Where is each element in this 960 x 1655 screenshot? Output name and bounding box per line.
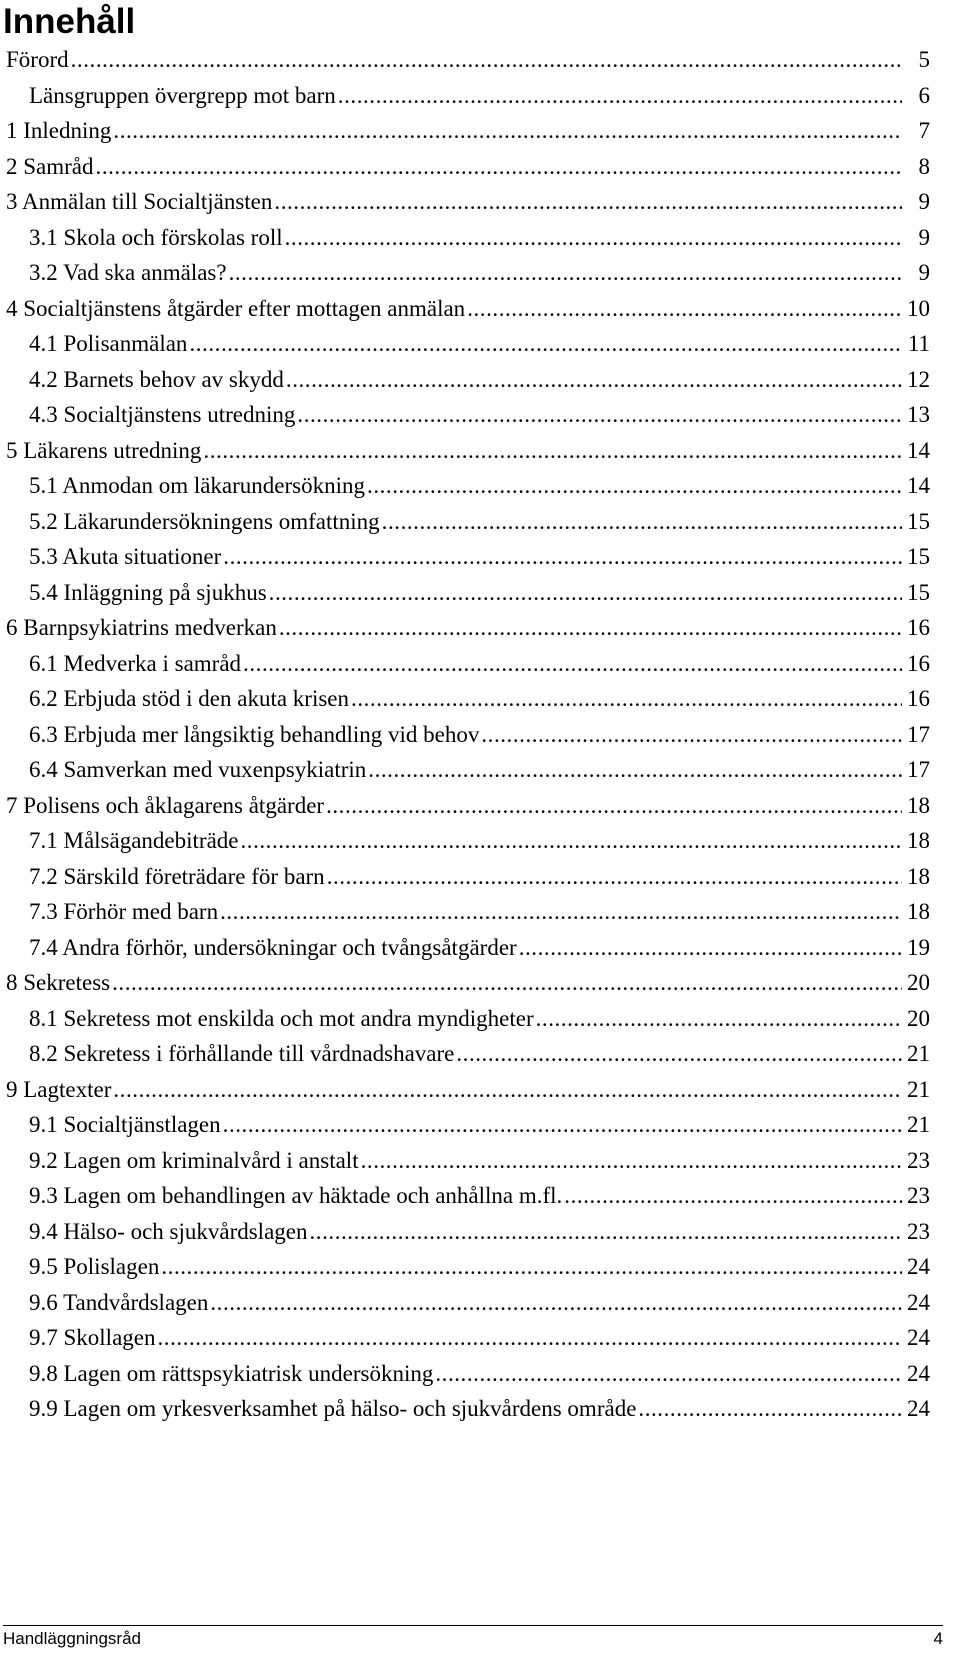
toc-entry-page-number: 9 [918, 260, 930, 285]
toc-entry[interactable] [6, 859, 930, 895]
toc-dot-leader [467, 291, 902, 327]
page-footer [3, 1628, 943, 1650]
toc-dot-leader [285, 220, 902, 256]
toc-entry-page-number: 16 [907, 615, 930, 640]
toc-dot-leader [368, 752, 902, 788]
toc-entry-page-number: 20 [907, 1005, 930, 1031]
toc-entry-page-number: 8 [918, 153, 930, 179]
toc-dot-leader [96, 149, 902, 185]
toc-dot-leader [229, 255, 902, 291]
toc-entry[interactable] [6, 1178, 930, 1214]
toc-entry-page-number: 16 [907, 686, 930, 711]
toc-entry[interactable] [6, 894, 930, 930]
toc-entry-page-number: 18 [907, 792, 930, 818]
toc-dot-leader [286, 362, 902, 398]
toc-entry-page-number: 24 [907, 1289, 930, 1315]
page-title: Innehåll [3, 2, 136, 41]
toc-entry-page-number: 9 [918, 224, 930, 250]
toc-entry-title: 9.9 Lagen om yrkesverksamhet på hälso- och sjukvårdens område [29, 1396, 637, 1421]
toc-entry-title: 6.4 Samverkan med vuxenpsykiatrin [29, 757, 367, 782]
toc-entry[interactable] [6, 1391, 930, 1427]
toc-entry-page-number: 15 [907, 579, 930, 605]
toc-entry-page-number: 10 [907, 295, 930, 321]
toc-entry-page-number: 7 [918, 118, 930, 143]
toc-entry[interactable] [6, 930, 930, 966]
toc-dot-leader [220, 894, 902, 930]
toc-entry[interactable] [6, 1285, 930, 1321]
toc-entry[interactable] [6, 78, 930, 114]
toc-entry[interactable] [6, 1356, 930, 1392]
toc-dot-leader [481, 717, 902, 753]
toc-entry-title: 2 Samråd [6, 153, 94, 179]
toc-entry[interactable] [6, 184, 930, 220]
toc-entry[interactable] [6, 220, 930, 256]
toc-entry-title: Förord [6, 47, 69, 72]
toc-entry-page-number: 18 [907, 828, 930, 853]
toc-dot-leader [297, 397, 902, 433]
toc-entry[interactable] [6, 1001, 930, 1037]
toc-dot-leader [326, 788, 902, 824]
toc-dot-leader [112, 965, 902, 1001]
toc-entry-title: 9 Lagtexter [6, 1076, 112, 1102]
toc-entry-title: 4.3 Socialtjänstens utredning [29, 402, 296, 427]
toc-entry-page-number: 18 [907, 863, 930, 889]
toc-dot-leader [243, 646, 902, 682]
toc-entry-page-number: 9 [918, 189, 930, 214]
toc-dot-leader [310, 1214, 903, 1250]
toc-entry[interactable] [6, 539, 930, 575]
toc-dot-leader [519, 930, 902, 966]
toc-entry-title: 8.2 Sekretess i förhållande till vårdnadshavare [29, 1041, 455, 1066]
toc-entry[interactable] [6, 1249, 930, 1285]
toc-dot-leader [367, 468, 902, 504]
toc-entry-title: 9.5 Polislagen [29, 1254, 160, 1279]
toc-entry[interactable] [6, 1320, 930, 1356]
toc-entry-page-number: 13 [907, 402, 930, 427]
toc-entry-page-number: 23 [907, 1147, 930, 1173]
toc-entry-page-number: 5 [918, 47, 930, 72]
toc-entry[interactable] [6, 965, 930, 1001]
toc-entry-page-number: 14 [907, 473, 930, 498]
toc-entry-page-number: 24 [907, 1325, 930, 1350]
toc-entry-page-number: 21 [907, 1076, 930, 1102]
toc-entry-title: 3.2 Vad ska anmälas? [29, 260, 227, 285]
toc-dot-leader [382, 504, 902, 540]
toc-dot-leader [456, 1036, 902, 1072]
toc-entry-title: 3.1 Skola och förskolas roll [29, 224, 283, 250]
toc-dot-leader [435, 1356, 902, 1392]
toc-entry-page-number: 19 [907, 934, 930, 960]
toc-entry[interactable] [6, 468, 930, 504]
toc-entry-title: 9.6 Tandvårdslagen [29, 1289, 209, 1315]
toc-dot-leader [113, 113, 902, 149]
toc-entry-title: 5.2 Läkarundersökningens omfattning [29, 508, 380, 534]
toc-entry-page-number: 14 [907, 437, 930, 463]
footer-page-number: 4 [933, 1629, 943, 1648]
toc-entry[interactable] [6, 255, 930, 291]
toc-entry[interactable] [6, 575, 930, 611]
footer-document-title: Handläggningsråd [3, 1629, 141, 1648]
toc-dot-leader [351, 681, 902, 717]
toc-entry-title: 6 Barnpsykiatrins medverkan [6, 615, 277, 640]
toc-entry-page-number: 21 [907, 1112, 930, 1137]
toc-entry-title: 5.1 Anmodan om läkarundersökning [29, 473, 366, 498]
toc-entry-title: 7.3 Förhör med barn [29, 899, 219, 924]
toc-entry-title: 5.4 Inläggning på sjukhus [29, 579, 267, 605]
toc-entry-title: 7 Polisens och åklagarens åtgärder [6, 792, 325, 818]
toc-dot-leader [338, 78, 902, 114]
toc-entry-title: 9.8 Lagen om rättspsykiatrisk undersökning [29, 1360, 434, 1386]
toc-entry-title: 4.1 Polisanmälan [29, 331, 188, 356]
toc-entry[interactable] [6, 717, 930, 753]
toc-dot-leader [638, 1391, 902, 1427]
toc-entry[interactable] [6, 291, 930, 327]
toc-entry[interactable] [6, 610, 930, 646]
toc-entry-title: 9.3 Lagen om behandlingen av häktade och anhållna m.fl. [29, 1183, 563, 1208]
toc-dot-leader [536, 1001, 902, 1037]
toc-entry[interactable] [6, 326, 930, 362]
toc-dot-leader [161, 1249, 902, 1285]
toc-entry[interactable] [6, 42, 930, 78]
toc-dot-leader [189, 326, 902, 362]
toc-entry-title: 9.1 Socialtjänstlagen [29, 1112, 221, 1137]
toc-entry-page-number: 24 [907, 1254, 930, 1279]
toc-entry-title: 7.1 Målsägandebiträde [29, 828, 239, 853]
toc-entry[interactable] [6, 1143, 930, 1179]
toc-entry-page-number: 6 [918, 82, 930, 108]
toc-dot-leader [223, 539, 902, 575]
toc-entry-page-number: 11 [907, 331, 930, 356]
toc-dot-leader [158, 1320, 903, 1356]
toc-dot-leader [279, 610, 902, 646]
toc-entry-title: 9.4 Hälso- och sjukvårdslagen [29, 1218, 308, 1244]
toc-entry-title: 6.1 Medverka i samråd [29, 650, 242, 676]
toc-entry[interactable] [6, 681, 930, 717]
toc-dot-leader [203, 433, 902, 469]
toc-dot-leader [327, 859, 902, 895]
toc-entry[interactable] [6, 113, 930, 149]
toc-entry-title: Länsgruppen övergrepp mot barn [29, 82, 336, 108]
toc-dot-leader [564, 1178, 902, 1214]
toc-entry-title: 3 Anmälan till Socialtjänsten [6, 189, 273, 214]
toc-entry[interactable] [6, 149, 930, 185]
toc-entry-title: 9.7 Skollagen [29, 1325, 156, 1350]
toc-entry[interactable] [6, 1214, 930, 1250]
toc-entry-title: 8 Sekretess [6, 970, 111, 995]
toc-dot-leader [240, 823, 902, 859]
toc-entry-page-number: 15 [907, 508, 930, 534]
toc-dot-leader [210, 1285, 902, 1321]
toc-dot-leader [223, 1107, 902, 1143]
toc-entry-page-number: 23 [907, 1183, 930, 1208]
toc-entry-title: 4 Socialtjänstens åtgärder efter mottagen anmälan [6, 295, 466, 321]
toc-dot-leader [71, 42, 902, 78]
toc-dot-leader [274, 184, 902, 220]
toc-entry-page-number: 23 [907, 1218, 930, 1244]
toc-entry-title: 5.3 Akuta situationer [29, 544, 222, 569]
toc-entry-page-number: 17 [907, 757, 930, 782]
toc-entry[interactable] [6, 1072, 930, 1108]
toc-entry-title: 1 Inledning [6, 118, 112, 143]
toc-entry-title: 7.2 Särskild företrädare för barn [29, 863, 325, 889]
toc-entry-title: 6.3 Erbjuda mer långsiktig behandling vid behov [29, 721, 480, 747]
toc-entry-title: 5 Läkarens utredning [6, 437, 202, 463]
toc-entry[interactable] [6, 504, 930, 540]
toc-entry[interactable] [6, 362, 930, 398]
toc-entry-page-number: 24 [907, 1396, 930, 1421]
toc-entry[interactable] [6, 646, 930, 682]
toc-entry-page-number: 16 [907, 650, 930, 676]
toc-entry[interactable] [6, 1107, 930, 1143]
table-of-contents [6, 42, 930, 1427]
toc-entry-page-number: 21 [907, 1041, 930, 1066]
toc-entry-title: 6.2 Erbjuda stöd i den akuta krisen [29, 686, 350, 711]
toc-entry-page-number: 17 [907, 721, 930, 747]
toc-entry-title: 4.2 Barnets behov av skydd [29, 366, 284, 392]
toc-entry-title: 9.2 Lagen om kriminalvård i anstalt [29, 1147, 359, 1173]
toc-entry[interactable] [6, 397, 930, 433]
toc-entry-page-number: 18 [907, 899, 930, 924]
toc-entry-title: 8.1 Sekretess mot enskilda och mot andra myndigheter [29, 1005, 534, 1031]
toc-dot-leader [113, 1072, 902, 1108]
toc-entry[interactable] [6, 433, 930, 469]
toc-entry-page-number: 20 [907, 970, 930, 995]
footer-divider [3, 1625, 943, 1626]
toc-entry[interactable] [6, 1036, 930, 1072]
toc-entry-page-number: 15 [907, 544, 930, 569]
toc-entry-page-number: 24 [907, 1360, 930, 1386]
toc-dot-leader [361, 1143, 902, 1179]
toc-entry-title: 7.4 Andra förhör, undersökningar och tvångsåtgärder [29, 934, 517, 960]
toc-entry-page-number: 12 [907, 366, 930, 392]
toc-entry[interactable] [6, 788, 930, 824]
toc-entry[interactable] [6, 823, 930, 859]
toc-entry[interactable] [6, 752, 930, 788]
toc-dot-leader [269, 575, 902, 611]
